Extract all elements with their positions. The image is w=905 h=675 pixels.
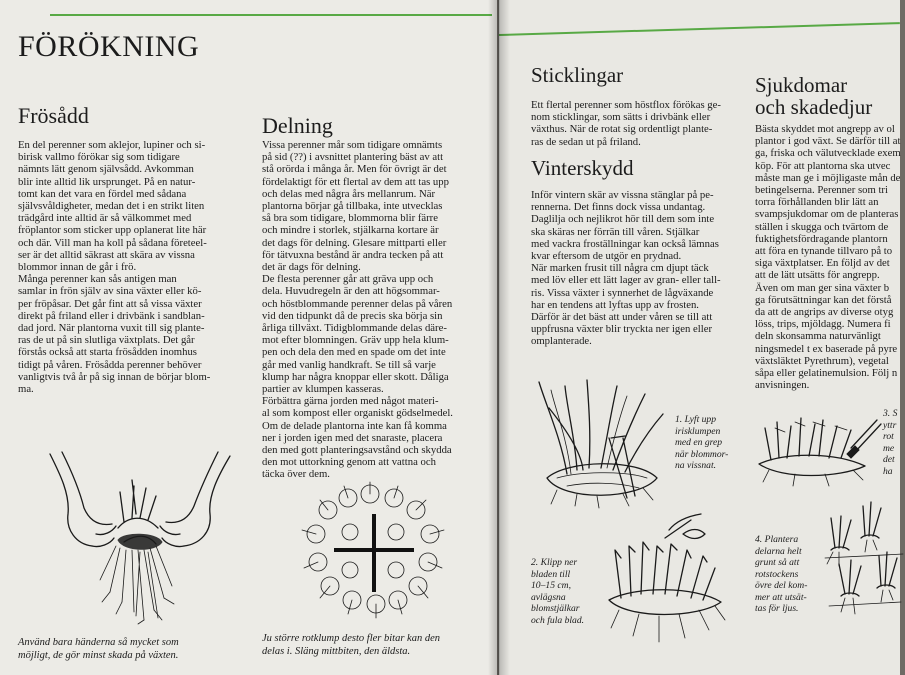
delning-body: Vissa perenner mår som tidigare omnämts på sid (??) i avsnittet plantering bäst av att stå orörda i många år. Men för övrigt är det fördelaktigt för ett flertal av dem att tas upp och delas med några års mellanrum. När plantorna börjar gå tillbaka, inte utvecklas så bra som tidigare, blommorna blir färre och mindre i storlek, stjälkarna kortare är det dags för delning. Glesare mittparti eller för tätvuxna bestånd är andra tecken på att det är dags för delning. De flesta perenner går att gräva upp och dela. Huvudregeln är den att högsommar- och höstblommande perenner delas på våren vid den tidpunkt då de precis ska börja sin årliga tillväxt. Tidigblommande delas däre- mot efter blomningen. Gräv upp hela klum- pen och dela den med en spade om det inte går med vanlig handkraft. Se till så varje klump har några knoppar eller skott. Dåliga partier av klumpen kasseras. Förbättra gärna jorden med något materi- al som kompost eller organiskt gödselmedel. Om de delade plantorna inte kan få komma ner i jorden igen med det snaraste, placera den med gott planteringsavstånd och skydda den mot uttorkning genom att vattna och täcka över dem. <box>262 139 453 481</box>
step-4-plant-divisions-illustration <box>825 498 903 630</box>
hands-dividing-plant-illustration <box>40 452 240 624</box>
step-3-divide-rhizome-illustration <box>755 408 883 490</box>
vinterskydd-body: Inför vintern skär av vissna stänglar på pe- rennerna. Det finns dock vissa undantag. Daglilja och nejlikrot hör till dem som inte ska skäras ner förrän till våren. Stjälkar med vackra froställningar kan också lämnas kvar eftersom de utgör en prydnad. När marken frusit till några cm djupt täck med löv eller ett lätt lager av gran- eller tall- ris. Vissa växter i synnerhet de lågväxande har en tendens att lyftas upp av frosten. Därför är det bäst att under våren se till att uppfrusna växter blir tryckta ner igen eller omplanterade. <box>531 189 721 348</box>
vinterskydd-heading: Vinterskydd <box>531 156 634 180</box>
page-title: FÖRÖKNING <box>18 30 200 63</box>
divided-root-clump-illustration <box>298 480 448 620</box>
right-page <box>499 0 900 675</box>
step-2-cut-leaves-illustration <box>599 510 727 650</box>
frosadd-body: En del perenner som aklejor, lupiner och si- birisk vallmo förökar sig som tidigare nämnts lätt genom självsådd. Avkomman blir inte alltid lik ursprunget. På en natur- tomt kan det vara en fördel med sådana självsvåldigheter, medan det i en strikt liten trädgård inte alltid är så välkommet med fröplantor som sticker upp oplanerat lite här och där. Vill man ha koll på sådana företeel- ser är det alltid säkrast att skära av vissna blommor innan de går i frö. Många perenner kan sås antigen man samlar in frön själv av sina växter eller kö- per fröpåsar. Det går fint att så vissa växter direkt på friland eller i drivbänk i sandblan- dad jord. När plantorna vuxit till sig plante- ras de ut på sin slutliga växtplats. Det går förstås också att starta frösådden inomhus tidigt på våren. Frösådda perenner behöver vanligtvis två år på sig innan de börjar blom- ma. <box>18 139 211 396</box>
sjukdomar-heading-line1: Sjukdomar <box>755 73 848 97</box>
green-rule-left <box>50 14 492 16</box>
frosadd-heading: Frösådd <box>18 103 89 128</box>
sticklingar-heading: Sticklingar <box>531 63 624 87</box>
step-1-lift-iris-illustration <box>527 378 672 508</box>
delning-heading: Delning <box>262 113 333 138</box>
green-rule-right <box>499 22 900 36</box>
sticklingar-body: Ett flertal perenner som höstflox förökas ge- nom sticklingar, som sätts i drivbänk eller växthus. När de rotat sig ordentligt plante- ras de sedan ut på friland. <box>531 99 721 148</box>
frosadd-caption: Använd bara händerna så mycket som möjligt, de gör minst skada på växten. <box>18 637 179 661</box>
book-gutter <box>488 0 510 675</box>
step-1-caption: 1. Lyft upp irisklumpen med en grep när blommor- na vissnat. <box>675 414 729 471</box>
sjukdomar-body: Bästa skyddet mot angrepp av ol plantor i god växt. Se därför till at ga, friska och välutvecklade exem köp. För att plantorna ska utvec måste man ge i möjligaste mån de betingelserna. Perenner som tri torra förhållanden blir lätt an svampsjukdomar om de planteras ställen i skugga och tvärtom de fuktighetsfördragande plantorn att föra en tynande tillvaro på to siga växtplatser. En följd av det att de lätt utsätts för angrepp. Även om man ger sina växter b ga förutsättningar kan det förstå da att de angrips av diverse otyg löss, trips, mjöldagg. Numera fi deln skonsamma naturvänligt ningsmedel t ex baserade på pyre växtsläktet Pyrethrum), vegetal såpa eller gelatinemulsion. Följ n anvisningen. <box>755 123 901 392</box>
step-4-caption: 4. Plantera delarna helt grunt så att rotstockens övre del kom- mer att utsät- tas för ljus. <box>755 534 808 614</box>
step-2-caption: 2. Klipp ner bladen till 10–15 cm, avlägsna blomstjälkar och fula blad. <box>531 557 585 626</box>
delning-caption: Ju större rotklump desto fler bitar kan den delas i. Släng mittbiten, den äldsta. <box>262 633 440 657</box>
step-3-caption: 3. S yttr rot me det ha <box>883 408 898 477</box>
sjukdomar-heading-line2: och skadedjur <box>755 95 873 119</box>
